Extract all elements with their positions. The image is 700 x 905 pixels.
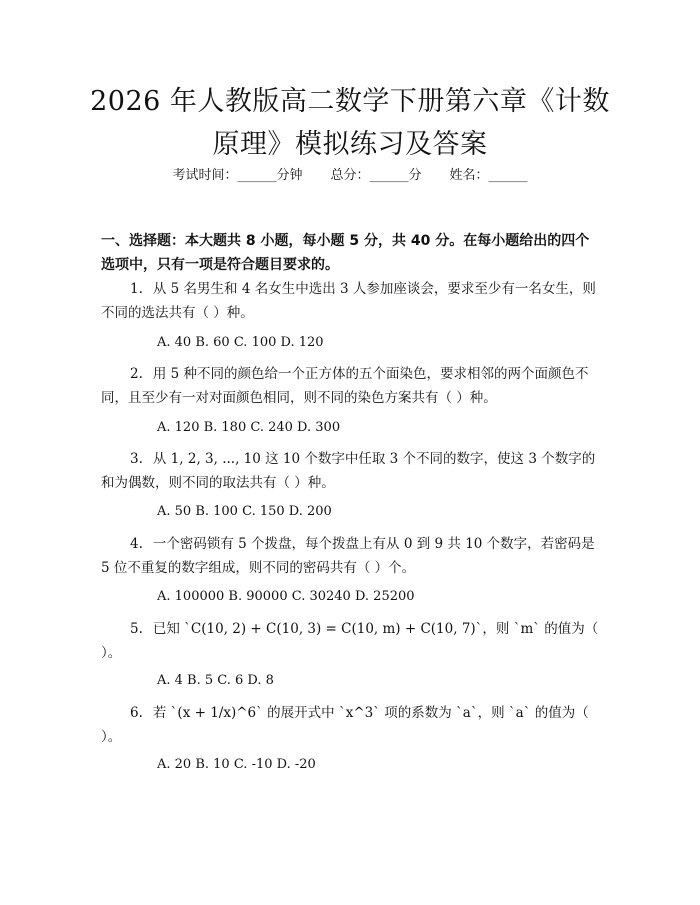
question-2-options: A. 120 B. 180 C. 240 D. 300: [157, 420, 341, 435]
question-6: [101, 701, 601, 749]
question-number: 5.: [130, 621, 143, 637]
section-heading: 一、选择题：本大题共 8 小题，每小题 5 分，共 40 分。在每小题给出的四个选项中，只有一项是符合题目要求的。: [101, 233, 590, 273]
question-1-options: A. 40 B. 60 C. 100 D. 120: [157, 335, 324, 350]
question-4: [101, 532, 601, 580]
question-6-options: A. 20 B. 10 C. -10 D. -20: [157, 757, 316, 772]
student-name-field: 姓名：______: [449, 168, 528, 183]
total-score-field: 总分：______分: [330, 168, 422, 183]
question-3: [101, 447, 601, 495]
question-2: [101, 362, 601, 410]
question-1: [101, 277, 601, 325]
question-number: 3.: [130, 451, 143, 467]
question-text: 若 `(x + 1/x)^6` 的展开式中 `x^3` 项的系数为 `a`，则 `a` 的值为（ ）。: [101, 705, 589, 745]
question-4-options: A. 100000 B. 90000 C. 30240 D. 25200: [157, 589, 415, 604]
exam-meta: [0, 167, 700, 185]
question-3-options: A. 50 B. 100 C. 150 D. 200: [157, 504, 332, 519]
question-5-options: A. 4 B. 5 C. 6 D. 8: [157, 673, 274, 688]
question-text: 用 5 种不同的颜色给一个正方体的五个面染色，要求相邻的两个面颜色不同，且至少有一对对面颜色相同，则不同的染色方案共有（ ）种。: [101, 366, 589, 406]
page-title: 2026 年人教版高二数学下册第六章《计数原理》模拟练习及答案: [90, 86, 610, 160]
question-text: 一个密码锁有 5 个拨盘，每个拨盘上有从 0 到 9 共 10 个数字，若密码是 5 位不重复的数字组成，则不同的密码共有（ ）个。: [101, 536, 595, 576]
question-5: [101, 617, 601, 665]
question-number: 4.: [130, 536, 143, 552]
question-text: 从 5 名男生和 4 名女生中选出 3 人参加座谈会，要求至少有一名女生，则不同的选法共有（ ）种。: [101, 281, 596, 321]
question-text: 从 1, 2, 3, ..., 10 这 10 个数字中任取 3 个不同的数字，使这 3 个数字的和为偶数，则不同的取法共有（ ）种。: [101, 451, 596, 491]
question-number: 6.: [130, 705, 143, 721]
question-number: 2.: [130, 366, 143, 382]
question-number: 1.: [130, 281, 143, 297]
exam-time-field: 考试时间：______分钟: [172, 168, 303, 183]
question-text: 已知 `C(10, 2) + C(10, 3) = C(10, m) + C(10, 7)`，则 `m` 的值为（ ）。: [101, 621, 599, 661]
